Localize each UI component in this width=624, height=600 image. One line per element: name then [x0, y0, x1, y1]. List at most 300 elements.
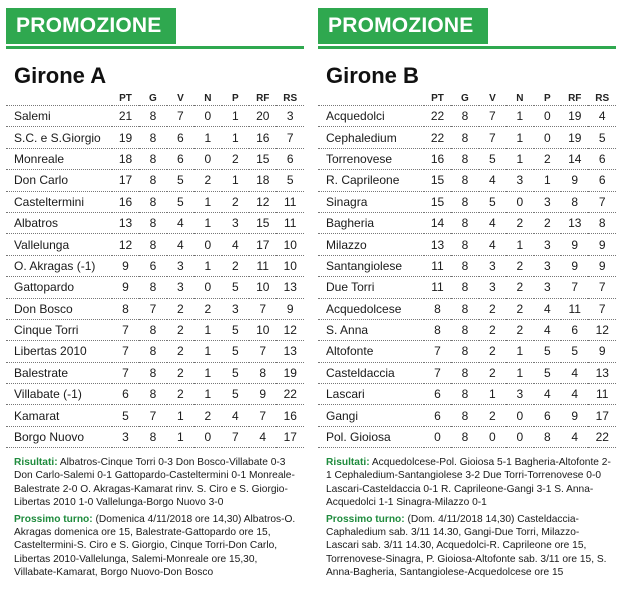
stat-cell-pt: 8 [112, 298, 139, 319]
stat-cell-rf: 14 [561, 148, 588, 169]
stat-cell-g: 8 [139, 148, 166, 169]
stat-cell-rf: 6 [561, 319, 588, 340]
stat-cell-v: 5 [167, 170, 194, 191]
stat-cell-pt: 13 [112, 212, 139, 233]
team-name-cell: Acquedolci [318, 106, 424, 127]
team-column-header [318, 91, 424, 106]
table-row [6, 298, 304, 319]
stat-cell-rs: 6 [276, 148, 304, 169]
table-row [318, 170, 616, 191]
column-header-rs: RS [276, 91, 304, 106]
stat-cell-n: 1 [506, 341, 533, 362]
stat-cell-v: 4 [167, 212, 194, 233]
stat-cell-rs: 6 [588, 148, 616, 169]
stat-cell-p: 1 [534, 170, 561, 191]
table-row [6, 277, 304, 298]
stat-cell-v: 6 [167, 127, 194, 148]
team-name-cell: Cinque Torri [6, 319, 112, 340]
stat-cell-v: 5 [479, 191, 506, 212]
table-row [318, 426, 616, 447]
column-header-v: V [479, 91, 506, 106]
stat-cell-v: 6 [167, 148, 194, 169]
next-round-paragraph [326, 513, 612, 579]
results-paragraph [14, 456, 300, 509]
team-name-cell: Gangi [318, 405, 424, 426]
column-header-p: P [222, 91, 249, 106]
stat-cell-p: 2 [222, 255, 249, 276]
stat-cell-n: 1 [506, 106, 533, 127]
standings-table [318, 91, 616, 448]
table-row [6, 384, 304, 405]
team-name-cell: Due Torri [318, 277, 424, 298]
stat-cell-v: 7 [479, 127, 506, 148]
stat-cell-pt: 11 [424, 255, 451, 276]
stat-cell-rf: 8 [249, 362, 276, 383]
stat-cell-g: 7 [139, 405, 166, 426]
banner-divider [6, 46, 304, 49]
table-row [318, 277, 616, 298]
stat-cell-p: 4 [534, 298, 561, 319]
stat-cell-v: 7 [167, 106, 194, 127]
stat-cell-rs: 7 [588, 277, 616, 298]
stat-cell-v: 2 [167, 341, 194, 362]
stat-cell-g: 8 [451, 170, 478, 191]
stat-cell-pt: 7 [112, 362, 139, 383]
stat-cell-n: 0 [194, 106, 221, 127]
next-round-text: (Dom. 4/11/2018 14,30) Casteldaccia-Caphaledium sab. 3/11 14.30, Gangi-Due Torri, Milazzo-Lascari sab. 3/11 14.30, Acquedolci-R. Caprileone ore 15, Torrenovese-Sinagra, P. Gioiosa-Altofonte sab. 3/11 ore 15, S. Anna-Bagheria, Santangiolese-Acquedolcese ore 15 [326, 514, 607, 578]
next-round-label: Prossimo turno: [326, 514, 405, 526]
table-header-row [318, 91, 616, 106]
stat-cell-pt: 11 [424, 277, 451, 298]
stat-cell-g: 8 [139, 106, 166, 127]
team-name-cell: Altofonte [318, 341, 424, 362]
team-name-cell: Villabate (-1) [6, 384, 112, 405]
stat-cell-rs: 17 [588, 405, 616, 426]
stat-cell-rf: 9 [561, 234, 588, 255]
stat-cell-p: 2 [222, 148, 249, 169]
stat-cell-pt: 19 [112, 127, 139, 148]
table-row [318, 148, 616, 169]
stat-cell-p: 5 [222, 319, 249, 340]
stat-cell-n: 1 [506, 234, 533, 255]
stat-cell-rf: 16 [249, 127, 276, 148]
column-header-n: N [194, 91, 221, 106]
stat-cell-p: 0 [534, 127, 561, 148]
team-name-cell: Don Bosco [6, 298, 112, 319]
results-label: Risultati: [326, 457, 370, 469]
team-name-cell: Milazzo [318, 234, 424, 255]
stat-cell-p: 5 [222, 362, 249, 383]
column-header-g: G [139, 91, 166, 106]
stat-cell-p: 7 [222, 426, 249, 447]
table-row [318, 234, 616, 255]
table-row [318, 255, 616, 276]
table-row [318, 106, 616, 127]
stat-cell-n: 0 [194, 277, 221, 298]
stat-cell-pt: 7 [112, 341, 139, 362]
stat-cell-n: 2 [194, 298, 221, 319]
stat-cell-n: 0 [194, 234, 221, 255]
stat-cell-pt: 9 [112, 277, 139, 298]
section-banner: PROMOZIONE [6, 8, 176, 44]
table-row [318, 384, 616, 405]
stat-cell-n: 2 [194, 170, 221, 191]
table-row [6, 170, 304, 191]
stat-cell-rs: 22 [276, 384, 304, 405]
stat-cell-rs: 5 [276, 170, 304, 191]
team-name-cell: Lascari [318, 384, 424, 405]
stat-cell-rf: 9 [561, 255, 588, 276]
stat-cell-rs: 9 [588, 234, 616, 255]
stat-cell-rf: 9 [561, 405, 588, 426]
stat-cell-rf: 7 [249, 405, 276, 426]
stat-cell-p: 8 [534, 426, 561, 447]
table-header-row [6, 91, 304, 106]
table-row [6, 148, 304, 169]
stat-cell-p: 2 [534, 212, 561, 233]
stat-cell-pt: 15 [424, 170, 451, 191]
stat-cell-n: 3 [506, 170, 533, 191]
stat-cell-n: 2 [506, 277, 533, 298]
stat-cell-n: 1 [506, 362, 533, 383]
stat-cell-rs: 16 [276, 405, 304, 426]
column-header-rf: RF [561, 91, 588, 106]
table-row [318, 341, 616, 362]
stat-cell-p: 5 [222, 384, 249, 405]
table-row [318, 298, 616, 319]
stat-cell-n: 0 [506, 426, 533, 447]
stat-cell-pt: 13 [424, 234, 451, 255]
stat-cell-rf: 12 [249, 191, 276, 212]
stat-cell-n: 1 [194, 255, 221, 276]
stat-cell-v: 3 [479, 277, 506, 298]
stat-cell-rf: 11 [249, 255, 276, 276]
stat-cell-n: 2 [506, 298, 533, 319]
girone-a-panel [6, 8, 304, 596]
stat-cell-g: 8 [139, 319, 166, 340]
team-name-cell: Cephaledium [318, 127, 424, 148]
stat-cell-n: 0 [194, 148, 221, 169]
stat-cell-rs: 9 [588, 341, 616, 362]
stat-cell-rf: 7 [249, 298, 276, 319]
table-row [6, 362, 304, 383]
stat-cell-pt: 7 [424, 362, 451, 383]
stat-cell-rs: 12 [588, 319, 616, 340]
team-name-cell: Vallelunga [6, 234, 112, 255]
stat-cell-pt: 8 [424, 298, 451, 319]
stat-cell-pt: 6 [424, 405, 451, 426]
stat-cell-rf: 13 [561, 212, 588, 233]
stat-cell-n: 1 [506, 148, 533, 169]
stat-cell-p: 2 [534, 148, 561, 169]
stat-cell-rf: 7 [249, 341, 276, 362]
stat-cell-rf: 19 [561, 127, 588, 148]
stat-cell-p: 3 [534, 191, 561, 212]
table-row [318, 127, 616, 148]
stat-cell-g: 8 [451, 426, 478, 447]
stat-cell-rs: 10 [276, 234, 304, 255]
stat-cell-rs: 7 [588, 191, 616, 212]
team-name-cell: R. Caprileone [318, 170, 424, 191]
table-row [6, 319, 304, 340]
stat-cell-rs: 9 [588, 255, 616, 276]
stat-cell-p: 1 [222, 106, 249, 127]
stat-cell-n: 2 [194, 405, 221, 426]
stat-cell-pt: 5 [112, 405, 139, 426]
stat-cell-rf: 5 [561, 341, 588, 362]
column-header-g: G [451, 91, 478, 106]
stat-cell-rf: 7 [561, 277, 588, 298]
column-header-p: P [534, 91, 561, 106]
team-name-cell: Kamarat [6, 405, 112, 426]
stat-cell-g: 8 [139, 212, 166, 233]
table-row [318, 319, 616, 340]
stat-cell-v: 1 [167, 405, 194, 426]
stat-cell-rf: 8 [561, 191, 588, 212]
stat-cell-g: 8 [139, 127, 166, 148]
team-name-cell: Gattopardo [6, 277, 112, 298]
team-name-cell: Sinagra [318, 191, 424, 212]
table-row [6, 191, 304, 212]
stat-cell-rs: 11 [588, 384, 616, 405]
team-name-cell: Don Carlo [6, 170, 112, 191]
team-name-cell: Borgo Nuovo [6, 426, 112, 447]
stat-cell-rs: 3 [276, 106, 304, 127]
stat-cell-n: 1 [194, 319, 221, 340]
stat-cell-p: 4 [534, 384, 561, 405]
stat-cell-pt: 14 [424, 212, 451, 233]
stat-cell-g: 8 [139, 426, 166, 447]
stat-cell-n: 1 [194, 127, 221, 148]
stat-cell-rs: 8 [588, 212, 616, 233]
team-name-cell: Casteldaccia [318, 362, 424, 383]
column-header-n: N [506, 91, 533, 106]
stat-cell-v: 4 [479, 212, 506, 233]
stat-cell-pt: 22 [424, 127, 451, 148]
stat-cell-v: 2 [167, 362, 194, 383]
stat-cell-n: 1 [194, 384, 221, 405]
stat-cell-p: 5 [534, 362, 561, 383]
stat-cell-g: 8 [451, 127, 478, 148]
stat-cell-g: 8 [451, 384, 478, 405]
stat-cell-rf: 9 [249, 384, 276, 405]
table-row [6, 426, 304, 447]
stat-cell-g: 8 [451, 234, 478, 255]
stat-cell-rs: 7 [588, 298, 616, 319]
stat-cell-rf: 10 [249, 319, 276, 340]
stat-cell-p: 4 [222, 405, 249, 426]
stat-cell-v: 4 [479, 234, 506, 255]
team-name-cell: Bagheria [318, 212, 424, 233]
stat-cell-v: 1 [167, 426, 194, 447]
stat-cell-v: 1 [479, 384, 506, 405]
stat-cell-rs: 12 [276, 319, 304, 340]
team-name-cell: Pol. Gioiosa [318, 426, 424, 447]
stat-cell-g: 8 [139, 234, 166, 255]
stat-cell-g: 8 [451, 191, 478, 212]
stat-cell-n: 1 [194, 341, 221, 362]
stat-cell-p: 5 [222, 277, 249, 298]
match-notes [14, 456, 300, 579]
stat-cell-rs: 22 [588, 426, 616, 447]
stat-cell-v: 2 [167, 298, 194, 319]
stat-cell-n: 1 [194, 191, 221, 212]
stat-cell-pt: 7 [424, 341, 451, 362]
team-name-cell: Torrenovese [318, 148, 424, 169]
stat-cell-n: 0 [194, 426, 221, 447]
stat-cell-p: 3 [534, 255, 561, 276]
stat-cell-rf: 11 [561, 298, 588, 319]
stat-cell-pt: 12 [112, 234, 139, 255]
stat-cell-v: 4 [167, 234, 194, 255]
standings-table [6, 91, 304, 448]
stat-cell-p: 2 [222, 191, 249, 212]
stat-cell-n: 1 [506, 127, 533, 148]
column-header-rs: RS [588, 91, 616, 106]
stat-cell-g: 8 [451, 362, 478, 383]
stat-cell-g: 8 [139, 170, 166, 191]
stat-cell-n: 0 [506, 191, 533, 212]
table-row [318, 362, 616, 383]
stat-cell-v: 3 [167, 255, 194, 276]
stat-cell-pt: 22 [424, 106, 451, 127]
stat-cell-pt: 6 [424, 384, 451, 405]
stat-cell-rs: 17 [276, 426, 304, 447]
stat-cell-g: 8 [451, 298, 478, 319]
column-header-rf: RF [249, 91, 276, 106]
stat-cell-v: 5 [479, 148, 506, 169]
table-row [6, 212, 304, 233]
stat-cell-pt: 16 [424, 148, 451, 169]
stat-cell-g: 8 [451, 106, 478, 127]
stat-cell-p: 1 [222, 127, 249, 148]
stat-cell-n: 0 [506, 405, 533, 426]
team-name-cell: Salemi [6, 106, 112, 127]
stat-cell-n: 2 [506, 212, 533, 233]
stat-cell-rf: 4 [561, 362, 588, 383]
team-name-cell: O. Akragas (-1) [6, 255, 112, 276]
team-name-cell: Casteltermini [6, 191, 112, 212]
stat-cell-v: 2 [479, 298, 506, 319]
stat-cell-rf: 15 [249, 212, 276, 233]
stat-cell-g: 8 [139, 384, 166, 405]
stat-cell-p: 0 [534, 106, 561, 127]
stat-cell-rs: 19 [276, 362, 304, 383]
stat-cell-n: 3 [506, 384, 533, 405]
stat-cell-g: 8 [451, 212, 478, 233]
results-text: Albatros-Cinque Torri 0-3 Don Bosco-Villabate 0-3 Don Carlo-Salemi 0-1 Gattopardo-Casteltermini 0-1 Monreale-Balestrate 2-0 O. Akragas-Kamarat rinv. S. Ciro e S. Giorgio-Libertas 2010 1-0 Vallelunga-Borgo Nuovo 3-0 [14, 457, 295, 508]
stat-cell-rs: 13 [276, 341, 304, 362]
stat-cell-v: 5 [167, 191, 194, 212]
stat-cell-v: 2 [167, 319, 194, 340]
table-row [6, 106, 304, 127]
group-title: Girone A [14, 63, 107, 88]
stat-cell-v: 7 [479, 106, 506, 127]
stat-cell-g: 8 [139, 341, 166, 362]
section-banner: PROMOZIONE [318, 8, 488, 44]
stat-cell-pt: 9 [112, 255, 139, 276]
stat-cell-g: 8 [451, 341, 478, 362]
column-header-v: V [167, 91, 194, 106]
stat-cell-rs: 13 [588, 362, 616, 383]
stat-cell-v: 2 [479, 319, 506, 340]
stat-cell-g: 8 [139, 191, 166, 212]
stat-cell-pt: 8 [424, 319, 451, 340]
team-name-cell: Albatros [6, 212, 112, 233]
stat-cell-pt: 16 [112, 191, 139, 212]
stat-cell-p: 1 [222, 170, 249, 191]
stat-cell-p: 3 [222, 212, 249, 233]
team-name-cell: Libertas 2010 [6, 341, 112, 362]
stat-cell-g: 8 [451, 277, 478, 298]
stat-cell-rs: 13 [276, 277, 304, 298]
stat-cell-pt: 21 [112, 106, 139, 127]
stat-cell-rs: 10 [276, 255, 304, 276]
stat-cell-rf: 18 [249, 170, 276, 191]
stat-cell-p: 4 [222, 234, 249, 255]
stat-cell-v: 3 [167, 277, 194, 298]
stat-cell-v: 4 [479, 170, 506, 191]
stat-cell-rs: 5 [588, 127, 616, 148]
stat-cell-pt: 6 [112, 384, 139, 405]
stat-cell-v: 2 [479, 341, 506, 362]
team-name-cell: S. Anna [318, 319, 424, 340]
results-paragraph [326, 456, 612, 509]
stat-cell-rf: 17 [249, 234, 276, 255]
stat-cell-p: 5 [222, 341, 249, 362]
stat-cell-n: 2 [506, 319, 533, 340]
results-label: Risultati: [14, 457, 58, 469]
stat-cell-v: 2 [167, 384, 194, 405]
stat-cell-pt: 3 [112, 426, 139, 447]
table-row [318, 212, 616, 233]
next-round-text: (Domenica 4/11/2018 ore 14,30) Albatros-O. Akragas domenica ore 15, Balestrate-Gattopardo ore 15, Casteltermini-S. Ciro e S. Giorgio, Cinque Torri-Don Carlo, Libertas 2010-Vallelunga, Salemi-Monreale ore 15,30, Villabate-Kamarat, Borgo Nuovo-Don Bosco [14, 514, 296, 578]
group-title: Girone B [326, 63, 419, 88]
stat-cell-rs: 9 [276, 298, 304, 319]
stat-cell-g: 8 [139, 277, 166, 298]
team-name-cell: Santangiolese [318, 255, 424, 276]
stat-cell-rf: 10 [249, 277, 276, 298]
table-row [6, 255, 304, 276]
stat-cell-pt: 0 [424, 426, 451, 447]
stat-cell-n: 1 [194, 212, 221, 233]
stat-cell-g: 8 [451, 405, 478, 426]
stat-cell-pt: 17 [112, 170, 139, 191]
banner-divider [318, 46, 616, 49]
team-column-header [6, 91, 112, 106]
stat-cell-v: 2 [479, 362, 506, 383]
stat-cell-g: 8 [451, 319, 478, 340]
stat-cell-rs: 11 [276, 191, 304, 212]
stat-cell-pt: 18 [112, 148, 139, 169]
stat-cell-pt: 7 [112, 319, 139, 340]
stat-cell-g: 7 [139, 298, 166, 319]
column-header-pt: PT [112, 91, 139, 106]
table-row [318, 405, 616, 426]
stat-cell-rf: 9 [561, 170, 588, 191]
team-name-cell: Monreale [6, 148, 112, 169]
stat-cell-v: 0 [479, 426, 506, 447]
results-text: Acquedolcese-Pol. Gioiosa 5-1 Bagheria-Altofonte 2-1 Cephaledium-Santangiolese 3-2 Due Torri-Torrenovese 0-0 Lascari-Casteldaccia 0-1 R. Caprileone-Gangi 3-1 S. Anna-Acquedolci 1-1 Sinagra-Milazzo 0-1 [326, 457, 611, 508]
girone-b-panel [318, 8, 616, 596]
table-row [318, 191, 616, 212]
stat-cell-g: 6 [139, 255, 166, 276]
column-header-pt: PT [424, 91, 451, 106]
stat-cell-g: 8 [451, 148, 478, 169]
stat-cell-p: 3 [534, 234, 561, 255]
stat-cell-g: 8 [139, 362, 166, 383]
stat-cell-n: 2 [506, 255, 533, 276]
